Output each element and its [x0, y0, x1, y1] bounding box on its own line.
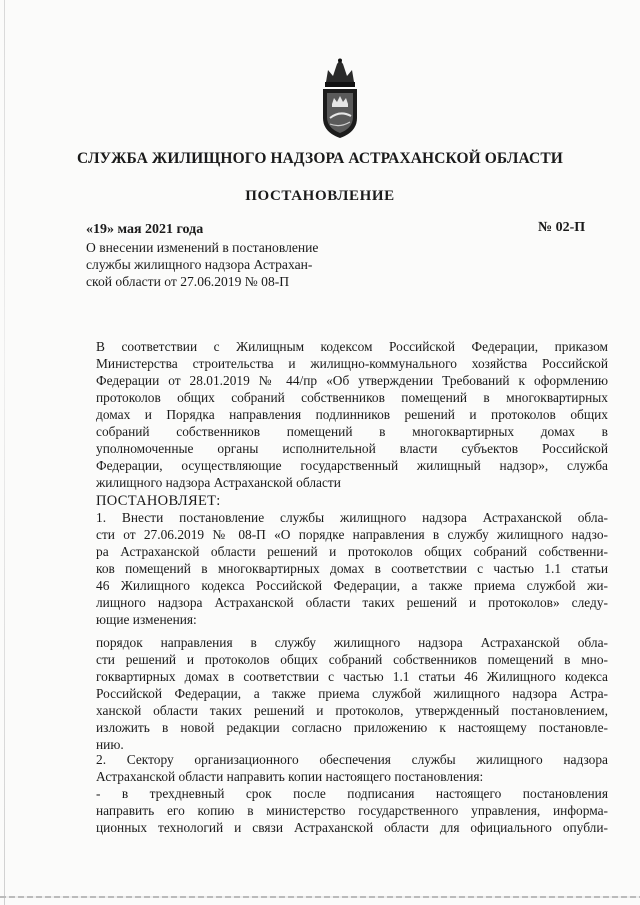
item-2-paragraph	[96, 751, 608, 785]
text-line: направить его копию в министерство государственного управления, информа-	[96, 803, 608, 818]
text-line: ханской области таких решений и протоколов, утвержденный постановлением,	[96, 703, 608, 718]
text-line: домах и Порядка направления подлинников решений и протоколов общих	[96, 407, 608, 422]
text-line: сти от 27.06.2019 № 08-П «О порядке направления в службу жилищного надзо-	[96, 527, 608, 542]
text-line: сти решений и протоколов общих собраний собственников помещений в мно-	[96, 652, 608, 667]
text-line: ра Астраханской области решений и протоколов общих собраний собственни-	[96, 544, 608, 559]
text-line: Федерации от 28.01.2019 № 44/пр «Об утверждении Требований к оформлению	[96, 373, 608, 388]
document-type: ПОСТАНОВЛЕНИЕ	[245, 188, 395, 204]
text-line: 46 Жилищного кодекса Российской Федерации, а также приема службой жи-	[96, 578, 608, 593]
text-line: порядок направления в службу жилищного надзора Астраханской обла-	[96, 635, 608, 650]
text-line: жилищного надзора Астраханской области	[96, 475, 341, 490]
text-line: Российской Федерации, а также приема службой жилищного надзора Астра-	[96, 686, 608, 701]
preamble-paragraph	[96, 338, 608, 491]
document-subject	[86, 239, 386, 290]
text-line: протоколов общих собраний собственников помещений в многоквартирных	[96, 390, 608, 405]
text-line: Астраханской области направить копии настоящего постановления:	[96, 769, 484, 784]
text-line: 1. Внести постановление службы жилищного надзора Астраханской обла-	[96, 510, 608, 525]
text-line: гоквартирных домах в соответствии с частью 1.1 статьи 46 Жилищного кодекса	[96, 669, 608, 684]
document-date: «19» мая 2021 года	[86, 222, 204, 237]
text-line: В соответствии с Жилищным кодексом Российской Федерации, приказом	[96, 339, 608, 354]
scan-edge	[0, 896, 640, 898]
item-2-bullet-paragraph	[96, 785, 608, 836]
text-line: 2. Сектору организационного обеспечения службы жилищного надзора	[96, 752, 608, 767]
item-1-paragraph	[96, 509, 608, 628]
document-number: № 02-П	[538, 220, 586, 235]
text-line: нию.	[96, 737, 124, 752]
text-line: изложить в новой редакции согласно приложению к настоящему постановле-	[96, 720, 608, 735]
text-line: ков помещений в многоквартирных домах в соответствии с частью 1.1 статьи	[96, 561, 608, 576]
text-line: уполномоченные органы исполнительной власти субъектов Российской	[96, 441, 608, 456]
text-line: лищного надзора Астраханской области таких решений и протоколов» следу-	[96, 595, 608, 610]
resolves-heading: ПОСТАНОВЛЯЕТ:	[96, 493, 221, 509]
text-line: - в трехдневный срок после подписания настоящего постановления	[96, 786, 608, 801]
text-line: Министерства строительства и жилищно-коммунального хозяйства Российской	[96, 356, 608, 371]
subject-line: службы жилищного надзора Астрахан-	[86, 257, 313, 272]
agency-title: СЛУЖБА ЖИЛИЩНОГО НАДЗОРА АСТРАХАНСКОЙ ОБЛАСТИ	[77, 150, 563, 167]
subject-line: О внесении изменений в постановление	[86, 240, 319, 255]
item-1-amendment-paragraph	[96, 634, 608, 753]
scan-edge	[4, 0, 5, 905]
text-line: ционных технологий и связи Астраханской области для официального опубли-	[96, 820, 608, 835]
text-line: собраний собственников помещений в многоквартирных домах в	[96, 424, 608, 439]
text-line: Федерации, осуществляющие государственный жилищный надзор», служба	[96, 458, 608, 473]
subject-line: ской области от 27.06.2019 № 08-П	[86, 274, 290, 289]
astrakhan-coat-of-arms-icon	[318, 58, 362, 140]
text-line: ющие изменения:	[96, 612, 197, 627]
